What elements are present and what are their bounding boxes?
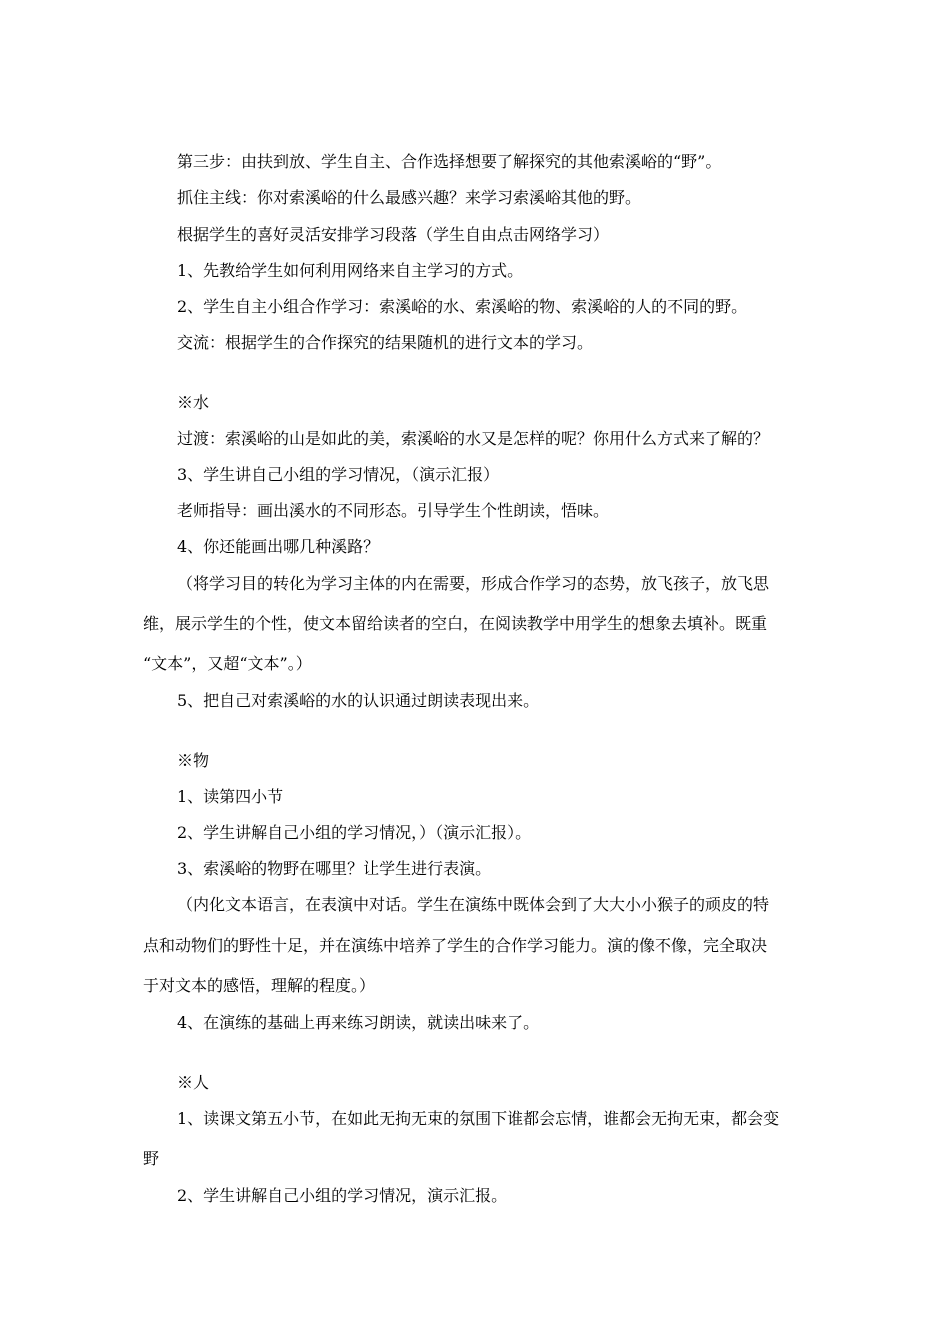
text-line: 于对文本的感悟，理解的程度。）: [143, 976, 376, 995]
text-line: 5、把自己对索溪峪的水的认识通过朗读表现出来。: [177, 691, 540, 710]
text-line: 抓住主线：你对索溪峪的什么最感兴趣？来学习索溪峪其他的野。: [177, 188, 642, 207]
text-line: 根据学生的喜好灵活安排学习段落（学生自由点击网络学习）: [177, 225, 610, 244]
section-heading-water: ※水: [177, 393, 210, 412]
text-line: （将学习目的转化为学习主体的内在需要，形成合作学习的态势，放飞孩子，放飞思: [177, 574, 770, 593]
text-line: 野: [143, 1149, 160, 1168]
text-line: 4、你还能画出哪几种溪路？: [177, 537, 380, 556]
text-line: 过渡：索溪峪的山是如此的美，索溪峪的水又是怎样的呢？你用什么方式来了解的？: [177, 429, 770, 448]
text-line: 4、在演练的基础上再来练习朗读，就读出味来了。: [177, 1013, 540, 1032]
text-line: 交流：根据学生的合作探究的结果随机的进行文本的学习。: [177, 333, 594, 352]
section-heading-creatures: ※物: [177, 751, 210, 770]
text-line: 2、学生讲解自己小组的学习情况，演示汇报。: [177, 1186, 508, 1205]
text-line: 1、读第四小节: [177, 787, 284, 806]
text-line: 点和动物们的野性十足，并在演练中培养了学生的合作学习能力。演的像不像，完全取决: [143, 936, 768, 955]
text-line: 第三步：由扶到放、学生自主、合作选择想要了解探究的其他索溪峪的“野”。: [177, 152, 722, 171]
text-line: 维，展示学生的个性，使文本留给读者的空白，在阅读教学中用学生的想象去填补。既重: [143, 614, 768, 633]
text-line: 2、学生讲解自己小组的学习情况，）（演示汇报）。: [177, 823, 532, 842]
text-line: （内化文本语言，在表演中对话。学生在演练中既体会到了大大小小猴子的顽皮的特: [177, 895, 770, 914]
text-line: 1、先教给学生如何利用网络来自主学习的方式。: [177, 261, 524, 280]
text-line: “文本”，又超“文本”。）: [143, 654, 312, 673]
text-line: 3、索溪峪的物野在哪里？让学生进行表演。: [177, 859, 492, 878]
text-line: 2、学生自主小组合作学习：索溪峪的水、索溪峪的物、索溪峪的人的不同的野。: [177, 297, 748, 316]
section-heading-people: ※人: [177, 1073, 210, 1092]
text-line: 3、学生讲自己小组的学习情况，（演示汇报）: [177, 465, 500, 484]
text-line: 老师指导：画出溪水的不同形态。引导学生个性朗读，悟味。: [177, 501, 610, 520]
text-line: 1、读课文第五小节，在如此无拘无束的氛围下谁都会忘情，谁都会无拘无束，都会变: [177, 1109, 780, 1128]
